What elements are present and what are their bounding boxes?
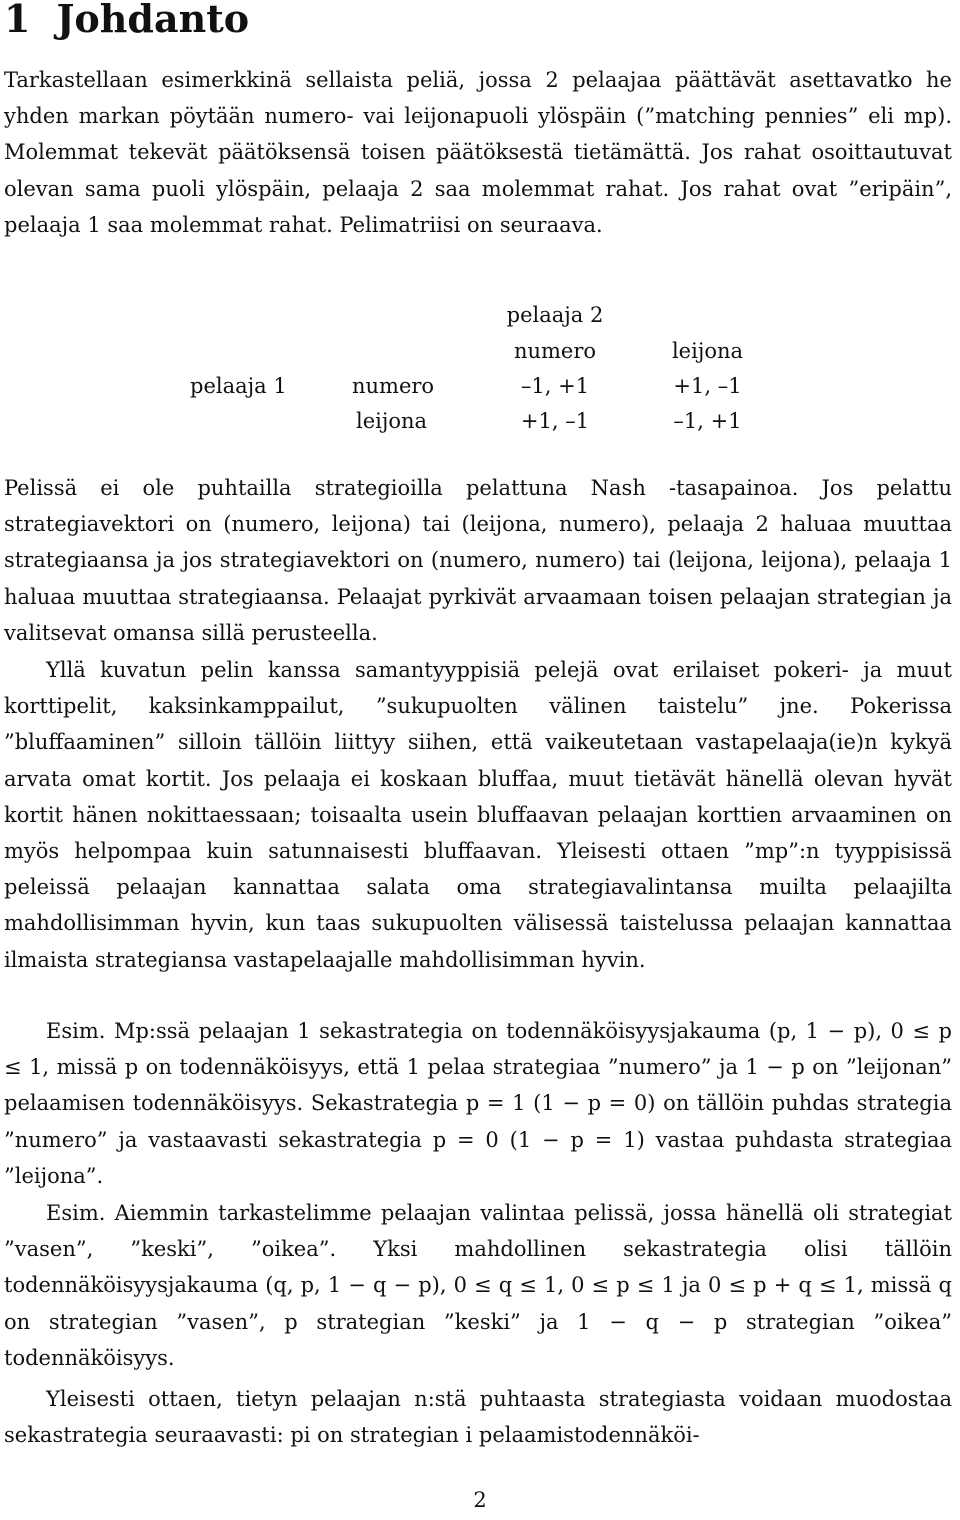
- page-number: 2: [473, 1488, 487, 1512]
- paragraph-example-2: Esim. Aiemmin tarkastelimme pelaajan valintaa pelissä, jossa hänellä oli strategiat ”vasen”, ”keski”, ”oikea”. Yksi mahdollinen sekastrategia olisi tällöin todennäköisyysjakauma (q, p, 1 − q − p), 0 ≤ q ≤ 1, 0 ≤ p ≤ 1 ja 0 ≤ p + q ≤ 1, missä q on strategian ”vasen”, p strategian ”keski” ja 1 − q − p strategian ”oikea” todennäköisyys.: [4, 1201, 952, 1370]
- matrix-row-player: pelaaja 1: [190, 374, 287, 398]
- matrix-cell: –1, +1: [520, 374, 590, 398]
- matrix-col-label-leijona: leijona: [671, 339, 744, 363]
- matrix-col-player: pelaaja 2: [506, 303, 604, 327]
- paragraph-nash: Pelissä ei ole puhtailla strategioilla pelattuna Nash -tasapainoa. Jos pelattu strategiavektori on (numero, leijona) tai (leijona, numero), pelaaja 2 haluaa muuttaa strategiaansa ja jos strategiavektori on (numero, numero) tai (leijona, leijona), pelaaja 1 haluaa muuttaa strategiaansa. Pelaajat pyrkivät arvaamaan toisen pelaajan strategian ja valitsevat omansa sillä perusteella.: [4, 476, 952, 645]
- matrix-col-label-numero: numero: [513, 339, 597, 363]
- paragraph-poker: Yllä kuvatun pelin kanssa samantyyppisiä pelejä ovat erilaiset pokeri- ja muut korttipelit, kaksinkamppailut, ”sukupuolten välinen taistelu” jne. Pokerissa ”bluffaaminen” silloin tällöin liittyy siihen, että vaikeutetaan vastapelaaja(ie)n kykyä arvata omat kortit. Jos pelaaja ei koskaan bluffaa, muut tietävät hänellä olevan hyvät kortit hänen nokittaessaan; toisaalta usein bluffaavan pelaajan korttien arvaaminen on myös helpompaa kuin satunnaisesti bluffaavan. Yleisesti ottaen ”mp”:n tyyppisissä peleissä pelaajan kannattaa salata oma strategiavalintansa muilta pelaajilta mahdollisimman hyvin, kun taas sukupuolten välisessä taistelussa pelaajan kannattaa ilmaista strategiansa vastapelaajalle mahdollisimman hyvin.: [4, 658, 952, 972]
- matrix-cell: +1, –1: [673, 374, 742, 398]
- matrix-cell: +1, –1: [520, 409, 590, 433]
- section-title: Johdanto: [56, 0, 250, 41]
- paragraph-example-1: Esim. Mp:ssä pelaajan 1 sekastrategia on todennäköisyysjakauma (p, 1 − p), 0 ≤ p ≤ 1, missä p on todennäköisyys, että 1 pelaa strategiaa ”numero” ja 1 − p on ”leijonan” pelaamisen todennäköisyys. Sekastrategia p = 1 (1 − p = 0) on tällöin puhdas strategia ”numero” ja vastaavasti sekastrategia p = 0 (1 − p = 1) vastaa puhdasta strategiaa ”leijona”.: [4, 1019, 952, 1188]
- matrix-cell: –1, +1: [673, 409, 742, 433]
- section-number: 1: [4, 0, 31, 41]
- paragraph-general: Yleisesti ottaen, tietyn pelaajan n:stä puhtaasta strategiasta voidaan muodostaa sekastrategia seuraavasti: pi on strategian i pelaamistodennäköi-: [4, 1387, 952, 1448]
- matrix-row-label-leijona: leijona: [356, 409, 428, 433]
- matrix-row-label-numero: numero: [352, 374, 435, 398]
- paragraph-intro: Tarkastellaan esimerkkinä sellaista peliä, jossa 2 pelaajaa päättävät asettavatko he yhden markan pöytään numero- vai leijonapuoli ylöspäin (”matching pennies” eli mp). Molemmat tekevät päätöksensä toisen päätöksestä tietämättä. Jos rahat osoittautuvat olevan sama puoli ylöspäin, pelaaja 2 saa molemmat rahat. Jos rahat ovat ”eripäin”, pelaaja 1 saa molemmat rahat. Pelimatriisi on seuraava.: [4, 68, 952, 237]
- section-heading: [4, 0, 249, 40]
